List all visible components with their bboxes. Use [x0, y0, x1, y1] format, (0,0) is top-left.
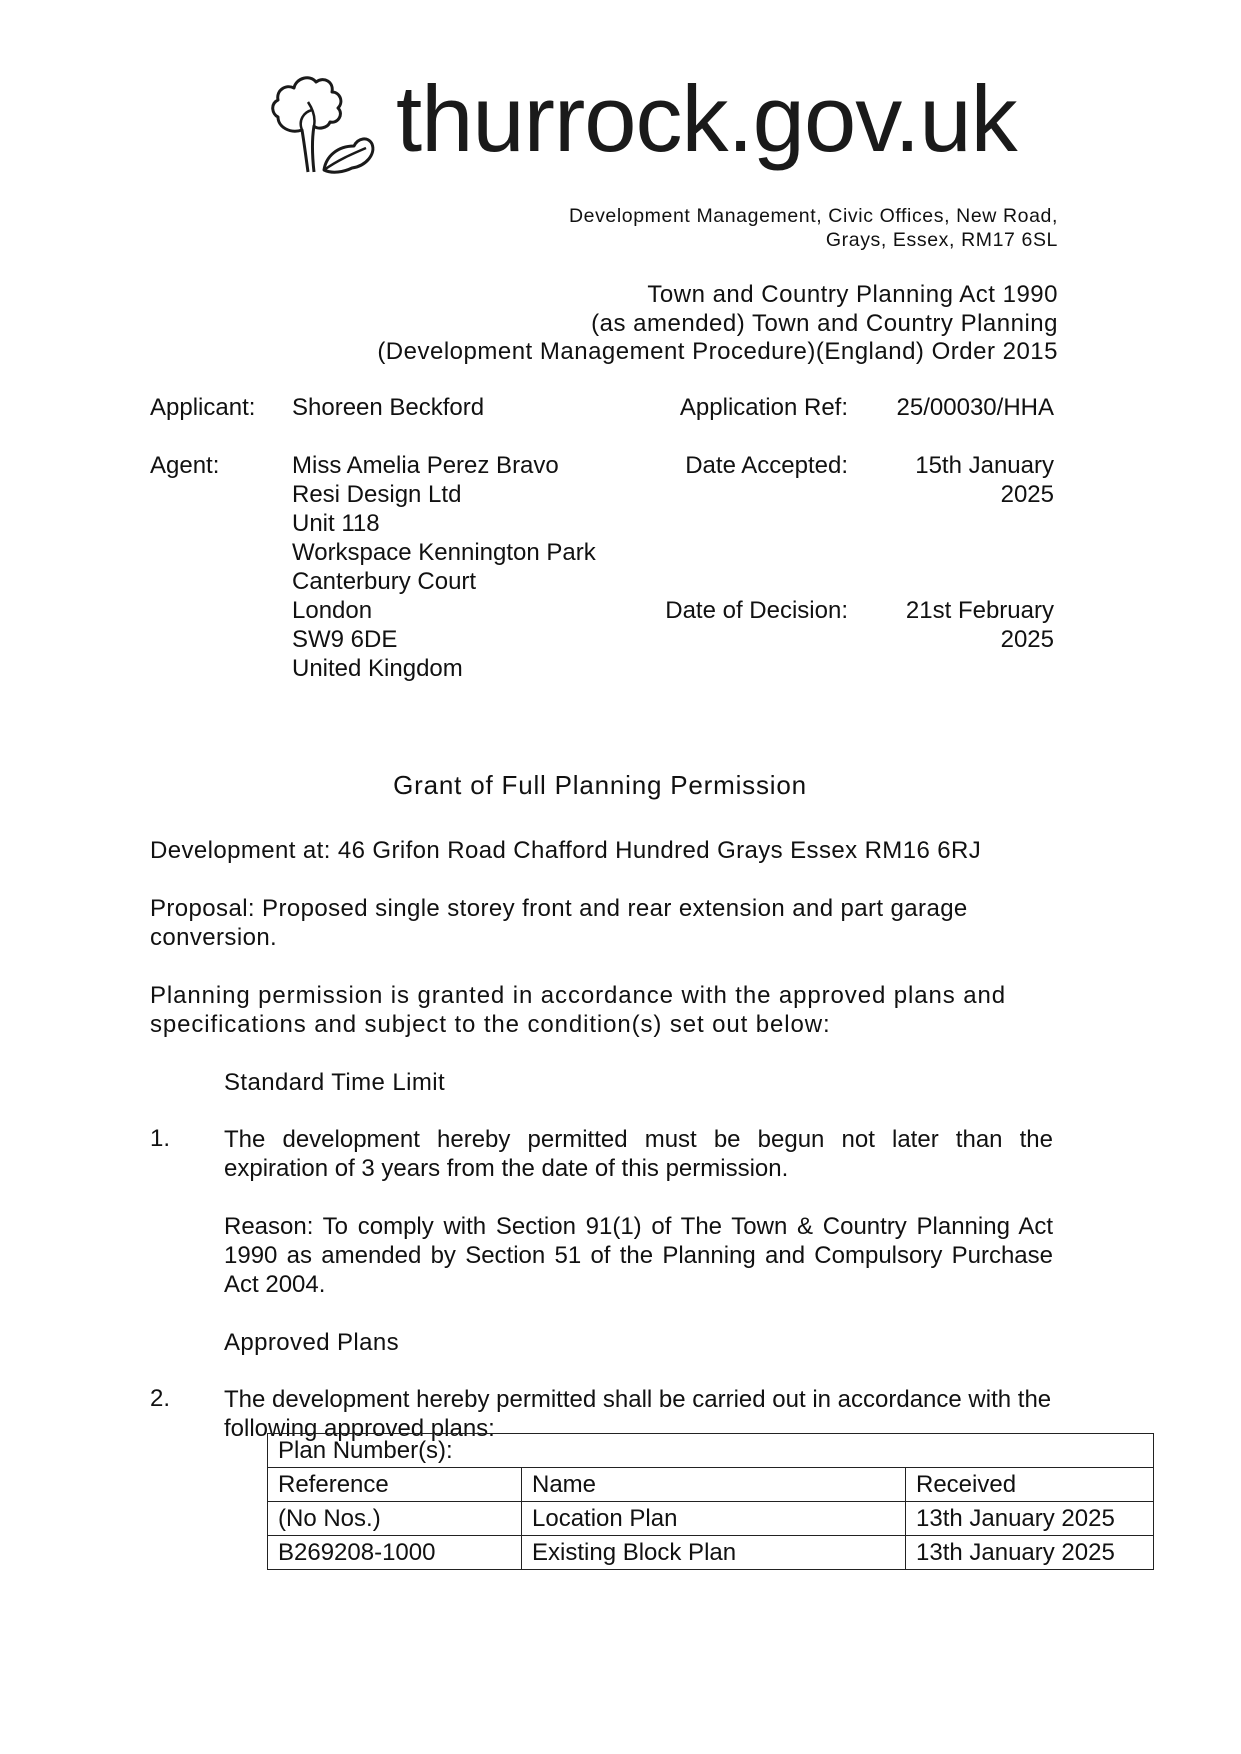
- table-caption-row: [268, 1434, 1154, 1468]
- agent-label: Agent:: [150, 452, 220, 479]
- permission-statement: Planning permission is granted in accordance with the approved plans and specifications and subject to the condition(s) set out below:: [150, 982, 1006, 1038]
- address-line: Grays, Essex, RM17 6SL: [825, 229, 1058, 251]
- condition-number: 2.: [150, 1385, 171, 1412]
- proposal: Proposal: Proposed single storey front and rear extension and part garage conversion.: [150, 895, 968, 951]
- table-header-row: [268, 1468, 1154, 1502]
- table-row: [268, 1536, 1154, 1570]
- date-line: 2025: [1000, 626, 1054, 653]
- agent-address-line: United Kingdom: [292, 655, 463, 682]
- act-line: (as amended) Town and Country Planning: [591, 309, 1058, 337]
- date-line: 2025: [1000, 481, 1054, 508]
- agent-address-line: Miss Amelia Perez Bravo: [292, 452, 559, 479]
- agent-address-line: SW9 6DE: [292, 626, 398, 653]
- condition-text: The development hereby permitted shall be carried out in accordance with the following approved plans:: [224, 1386, 1052, 1442]
- condition-heading: Standard Time Limit: [224, 1069, 446, 1096]
- app-ref-value: 25/00030/HHA: [896, 394, 1054, 421]
- act-line: (Development Management Procedure)(England) Order 2015: [377, 338, 1058, 365]
- oak-leaf-icon: [268, 72, 378, 180]
- decision-title: Grant of Full Planning Permission: [393, 770, 807, 800]
- address-line: Development Management, Civic Offices, New Road,: [568, 205, 1058, 227]
- table-row: [268, 1502, 1154, 1536]
- table-cell: Existing Block Plan: [522, 1536, 906, 1570]
- date-decision-label: Date of Decision:: [665, 597, 848, 624]
- office-address: [569, 204, 1058, 252]
- table-caption: Plan Number(s):: [268, 1434, 1154, 1468]
- date-decision-value: [906, 596, 1054, 654]
- agent-address-line: Workspace Kennington Park: [292, 539, 596, 566]
- approved-plans-table: [267, 1433, 1154, 1570]
- legislation-reference: [377, 281, 1058, 367]
- condition-text: The development hereby permitted must be begun not later than the expiration of 3 years from the date of this permission.: [224, 1126, 1053, 1182]
- agent-address-line: Canterbury Court: [292, 568, 477, 595]
- date-accepted-value: [915, 451, 1054, 509]
- agent-address-line: Resi Design Ltd: [292, 481, 462, 508]
- table-cell: B269208-1000: [268, 1536, 522, 1570]
- column-header: Received: [906, 1468, 1154, 1502]
- date-accepted-label: Date Accepted:: [685, 452, 848, 479]
- column-header: Name: [522, 1468, 906, 1502]
- condition-reason: Reason: To comply with Section 91(1) of The Town & Country Planning Act 1990 as amended by Section 51 of the Planning and Compulsory Purchase Act 2004.: [224, 1213, 1053, 1298]
- date-line: 21st February: [905, 597, 1054, 624]
- development-site: Development at: 46 Grifon Road Chafford Hundred Grays Essex RM16 6RJ: [150, 837, 982, 864]
- table-cell: (No Nos.): [268, 1502, 522, 1536]
- act-line: Town and Country Planning Act 1990: [647, 281, 1058, 308]
- condition-number: 1.: [150, 1125, 171, 1152]
- table-cell: Location Plan: [522, 1502, 906, 1536]
- app-ref-label: Application Ref:: [679, 394, 848, 421]
- applicant-name: Shoreen Beckford: [292, 394, 485, 421]
- table-cell: 13th January 2025: [906, 1536, 1154, 1570]
- applicant-label: Applicant:: [150, 394, 256, 421]
- condition-heading: Approved Plans: [224, 1329, 400, 1356]
- logo-text: thurrock.gov.uk: [396, 66, 1017, 171]
- column-header: Reference: [268, 1468, 522, 1502]
- agent-address: [292, 451, 596, 683]
- agent-address-line: London: [292, 597, 373, 624]
- agent-address-line: Unit 118: [292, 510, 380, 537]
- date-line: 15th January: [915, 452, 1054, 479]
- table-cell: 13th January 2025: [906, 1502, 1154, 1536]
